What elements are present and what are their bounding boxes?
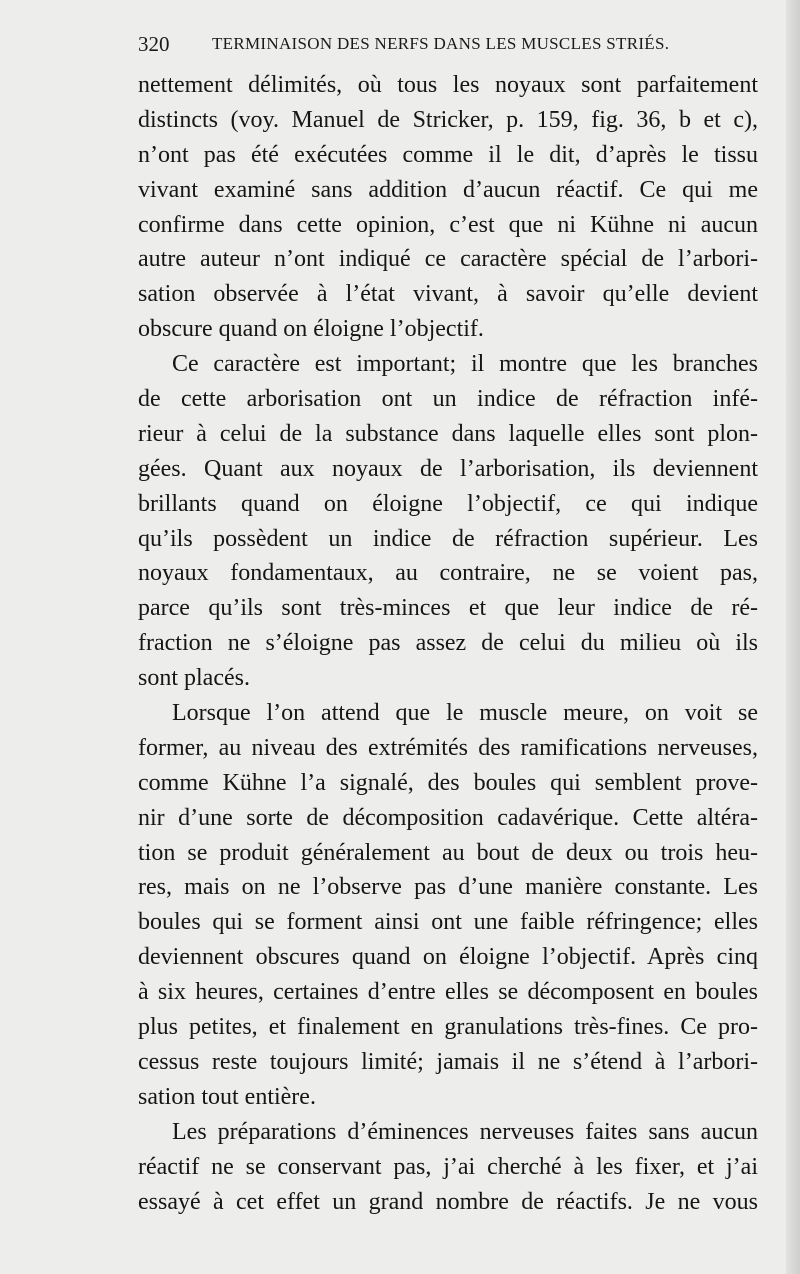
text-line: à six heures, certaines d’entre elles se décomposent en boules — [138, 979, 758, 1006]
text-line: rieur à celui de la substance dans laquelle elles sont plon- — [138, 420, 758, 447]
text-line: comme Kühne l’a signalé, des boules qui semblent prove- — [138, 769, 758, 796]
text-line: gées. Quant aux noyaux de l’arborisation, ils deviennent — [138, 455, 758, 482]
text-line: noyaux fondamentaux, au contraire, ne se voient pas, — [138, 560, 758, 587]
text-line: deviennent obscures quand on éloigne l’objectif. Après cinq — [138, 944, 758, 971]
text-line: sation observée à l’état vivant, à savoir qu’elle devient — [138, 281, 758, 308]
paragraph-start-line: Les préparations d’éminences nerveuses faites sans aucun — [172, 1118, 758, 1145]
text-line: obscure quand on éloigne l’objectif. — [138, 316, 484, 343]
text-line: parce qu’ils sont très-minces et que leur indice de ré- — [138, 595, 758, 622]
text-line: autre auteur n’ont indiqué ce caractère spécial de l’arbori- — [138, 246, 758, 273]
running-title: TERMINAISON DES NERFS DANS LES MUSCLES STRIÉS. — [212, 34, 670, 53]
paragraph-start-line: Lorsque l’on attend que le muscle meure, on voit se — [172, 700, 758, 727]
text-line: essayé à cet effet un grand nombre de réactifs. Je ne vous — [138, 1188, 758, 1215]
text-line: réactif ne se conservant pas, j’ai cherché à les fixer, et j’ai — [138, 1153, 758, 1180]
text-line: confirme dans cette opinion, c’est que ni Kühne ni aucun — [138, 211, 758, 238]
text-line: sation tout entière. — [138, 1083, 316, 1110]
text-line: fraction ne s’éloigne pas assez de celui du milieu où ils — [138, 630, 758, 657]
text-line: plus petites, et finalement en granulations très-fines. Ce pro- — [138, 1014, 758, 1041]
text-line: n’ont pas été exécutées comme il le dit, d’après le tissu — [138, 141, 758, 168]
paragraph-start-line: Ce caractère est important; il montre que les branches — [172, 351, 758, 378]
text-line: tion se produit généralement au bout de deux ou trois heu- — [138, 839, 758, 866]
text-line: qu’ils possèdent un indice de réfraction supérieur. Les — [138, 525, 758, 552]
text-line: vivant examiné sans addition d’aucun réactif. Ce qui me — [138, 176, 758, 203]
text-line: boules qui se forment ainsi ont une faible réfringence; elles — [138, 909, 758, 936]
page-number: 320 — [138, 32, 170, 56]
text-line: sont placés. — [138, 665, 250, 692]
text-line: cessus reste toujours limité; jamais il ne s’étend à l’arbori- — [138, 1048, 758, 1075]
text-line: nir d’une sorte de décomposition cadavérique. Cette altéra- — [138, 804, 758, 831]
text-line: former, au niveau des extrémités des ramifications nerveuses, — [138, 734, 758, 761]
text-line: res, mais on ne l’observe pas d’une manière constante. Les — [138, 874, 758, 901]
text-line: nettement délimités, où tous les noyaux sont parfaitement — [138, 72, 758, 98]
body-text — [138, 68, 758, 1219]
text-line: distincts (voy. Manuel de Stricker, p. 159, fig. 36, b et c), — [138, 106, 758, 133]
page-edge — [786, 0, 800, 1274]
page-header — [138, 30, 692, 64]
text-line: brillants quand on éloigne l’objectif, ce qui indique — [138, 490, 758, 517]
text-line: de cette arborisation ont un indice de réfraction infé- — [138, 386, 758, 413]
